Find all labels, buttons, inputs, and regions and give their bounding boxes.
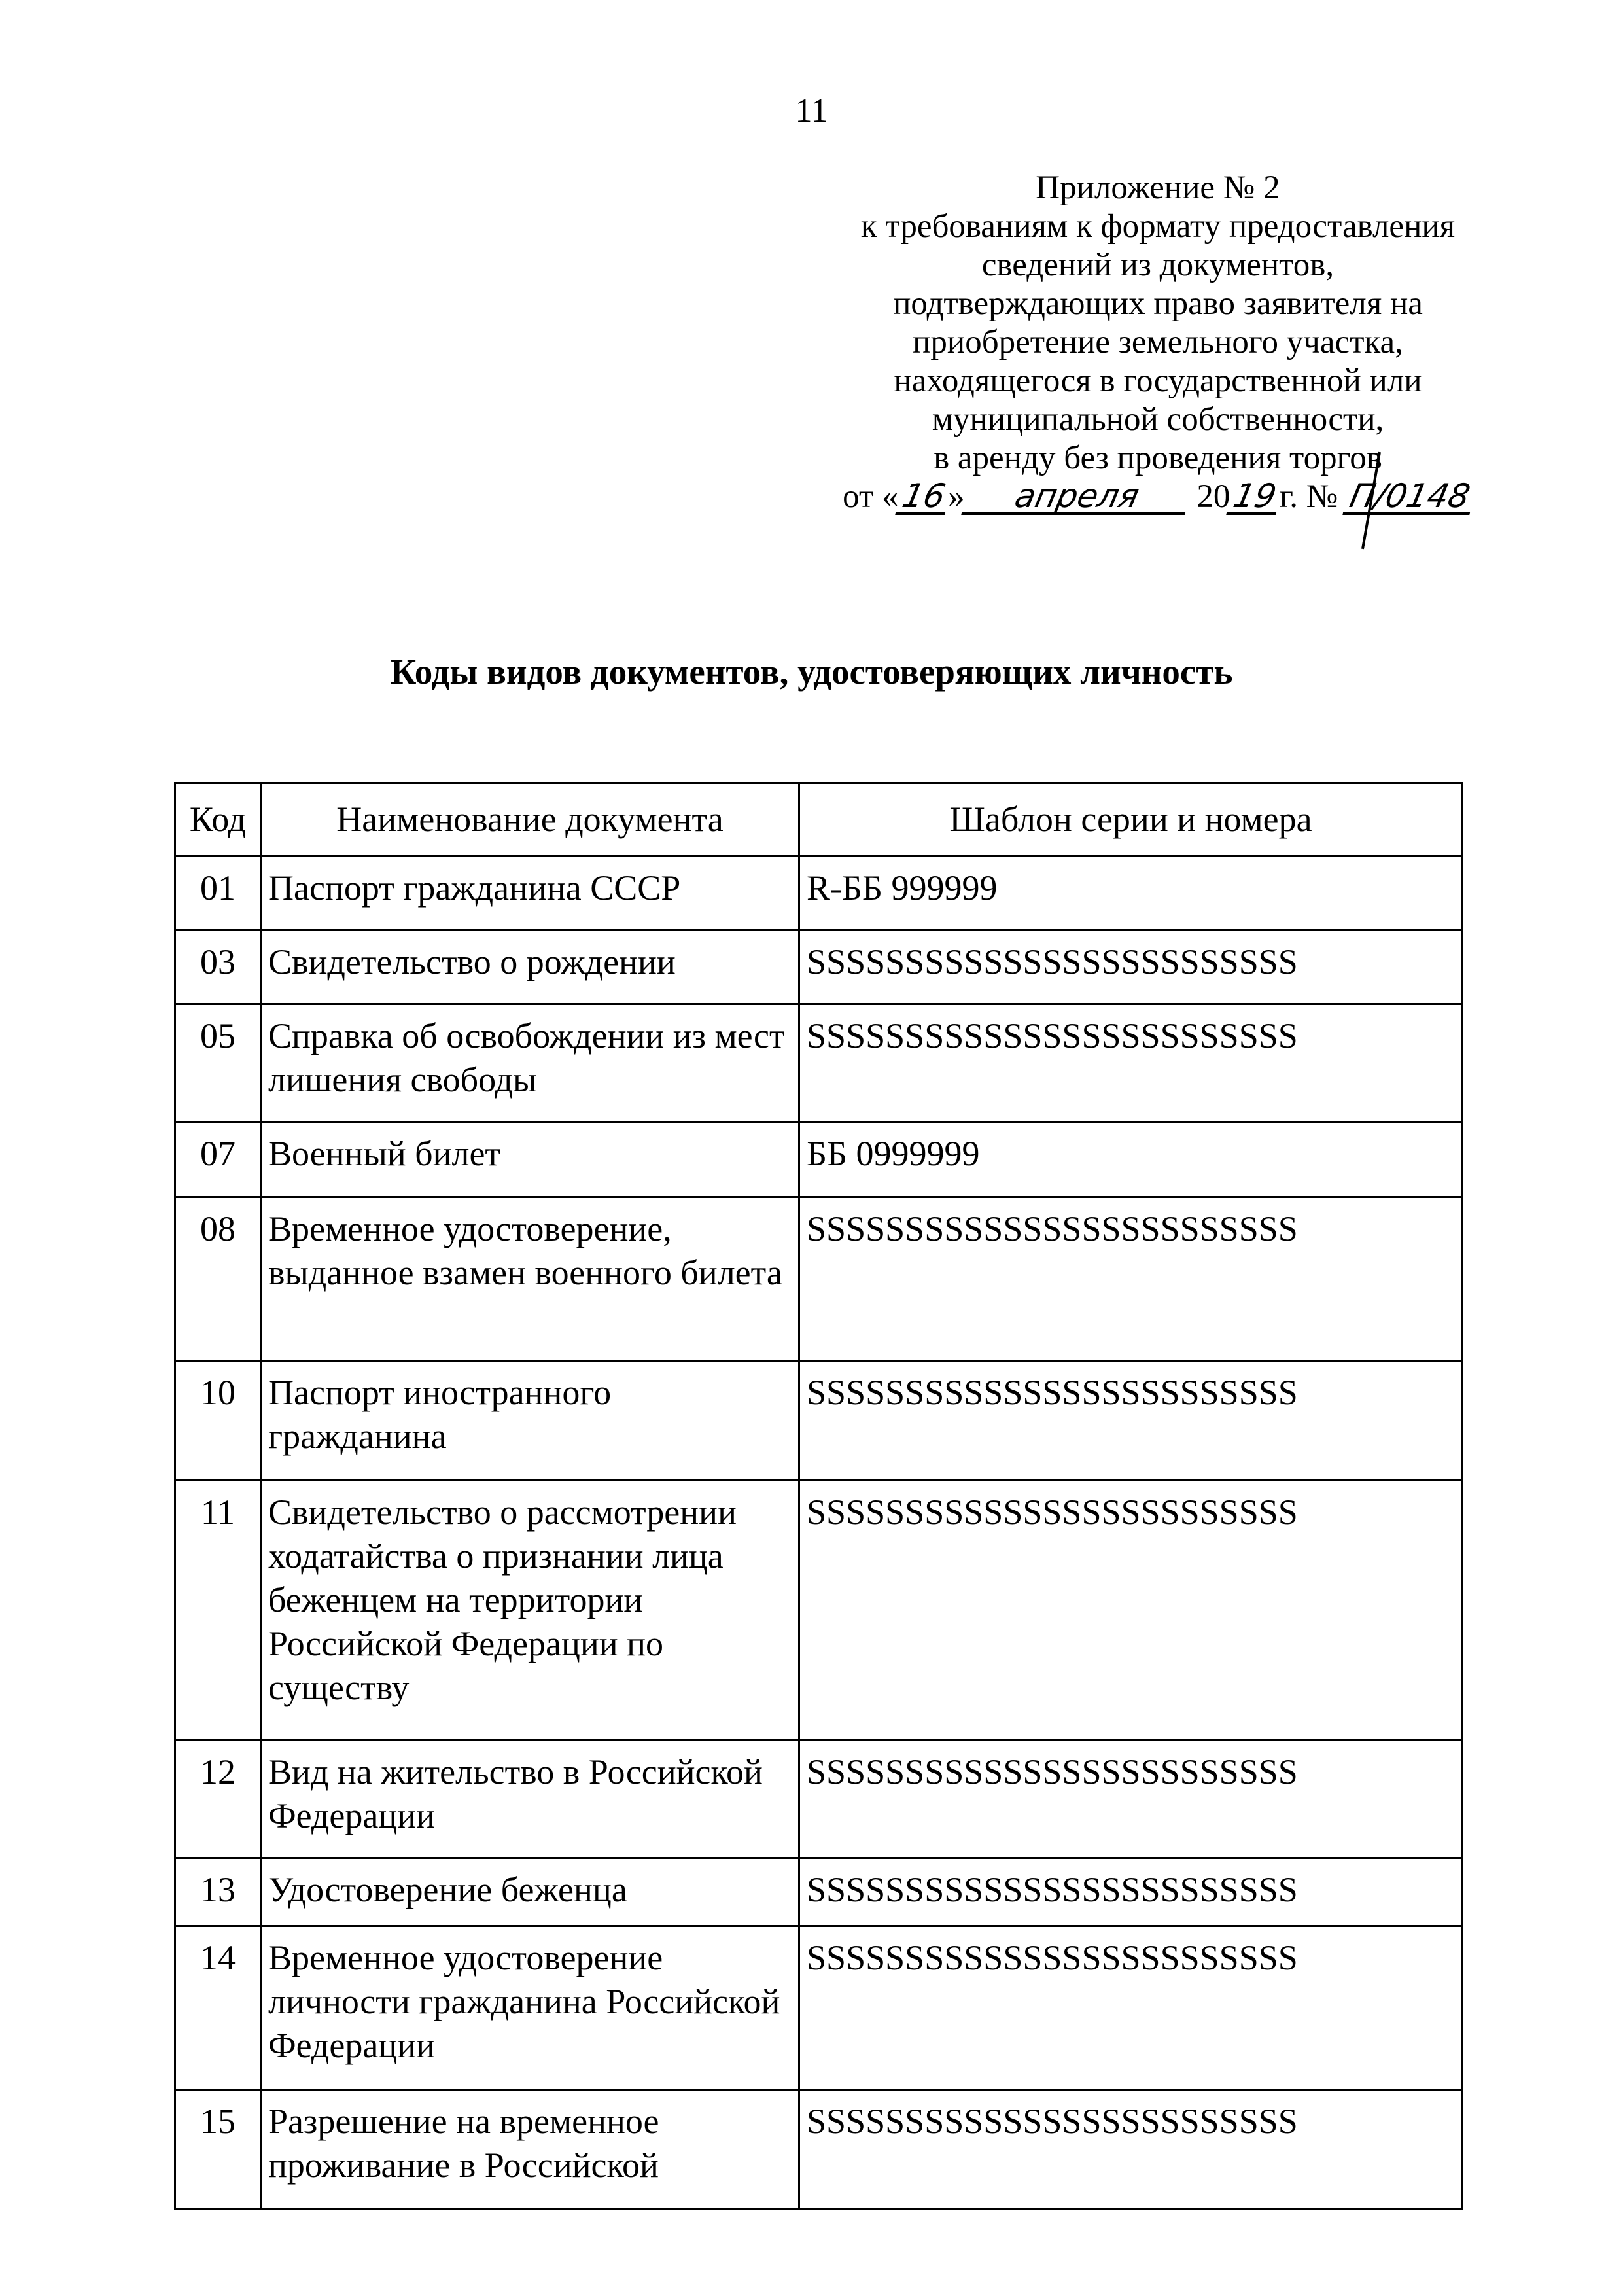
table-row <box>175 857 1463 930</box>
appendix-header <box>831 169 1485 516</box>
row-code: 11 <box>175 1481 261 1740</box>
document-title: Коды видов документов, удостоверяющих личность <box>390 652 1233 692</box>
table-row <box>175 1004 1463 1122</box>
row-code: 08 <box>175 1197 261 1361</box>
date-line <box>831 478 1485 516</box>
row-name: Разрешение на временное проживание в Российской <box>261 2090 799 2210</box>
year-prefix: 20 <box>1196 478 1230 515</box>
appendix-line: подтверждающих право заявителя на <box>893 285 1423 322</box>
date-prefix: от « <box>843 478 899 515</box>
row-code: 12 <box>175 1740 261 1858</box>
handwritten-year: 19 <box>1227 480 1283 515</box>
row-template: SSSSSSSSSSSSSSSSSSSSSSSSS <box>799 1858 1463 1926</box>
row-template: SSSSSSSSSSSSSSSSSSSSSSSSS <box>799 1004 1463 1122</box>
row-name: Удостоверение беженца <box>261 1858 799 1926</box>
handwritten-number-wrap <box>1346 478 1473 516</box>
row-code: 01 <box>175 857 261 930</box>
row-template: SSSSSSSSSSSSSSSSSSSSSSSSS <box>799 930 1463 1004</box>
row-name: Временное удостоверение личности гражданина Российской Федерации <box>261 1926 799 2090</box>
row-code: 13 <box>175 1858 261 1926</box>
row-name: Свидетельство о рассмотрении ходатайства о признании лица беженцем на территории Российской Федерации по существу <box>261 1481 799 1740</box>
table-row <box>175 2090 1463 2210</box>
appendix-line: в аренду без проведения торгов <box>934 440 1382 476</box>
document-codes-table <box>174 782 1463 2210</box>
appendix-line: находящегося в государственной или <box>894 362 1422 399</box>
header-template: Шаблон серии и номера <box>799 783 1463 857</box>
page-number: 11 <box>795 92 828 130</box>
row-template: SSSSSSSSSSSSSSSSSSSSSSSSS <box>799 2090 1463 2210</box>
row-name: Военный билет <box>261 1122 799 1197</box>
row-template: SSSSSSSSSSSSSSSSSSSSSSSSS <box>799 1361 1463 1481</box>
row-name: Временное удостоверение, выданное взамен военного билета <box>261 1197 799 1361</box>
row-template: SSSSSSSSSSSSSSSSSSSSSSSSS <box>799 1197 1463 1361</box>
handwritten-month: апреля <box>961 480 1192 515</box>
row-code: 03 <box>175 930 261 1004</box>
table-row <box>175 1197 1463 1361</box>
table-row <box>175 1926 1463 2090</box>
appendix-line: приобретение земельного участка, <box>913 324 1403 361</box>
handwritten-day: 16 <box>895 480 952 515</box>
appendix-line: муниципальной собственности, <box>932 401 1384 438</box>
row-template: SSSSSSSSSSSSSSSSSSSSSSSSS <box>799 1926 1463 2090</box>
row-name: Паспорт гражданина СССР <box>261 857 799 930</box>
table-row <box>175 1740 1463 1858</box>
row-code: 07 <box>175 1122 261 1197</box>
table-row <box>175 1858 1463 1926</box>
row-template: SSSSSSSSSSSSSSSSSSSSSSSSS <box>799 1481 1463 1740</box>
row-code: 15 <box>175 2090 261 2210</box>
row-name: Свидетельство о рождении <box>261 930 799 1004</box>
table-row <box>175 1481 1463 1740</box>
appendix-line: Приложение № 2 <box>1036 169 1280 206</box>
appendix-line: к требованиям к формату предоставления <box>860 208 1456 245</box>
row-code: 14 <box>175 1926 261 2090</box>
header-code: Код <box>175 783 261 857</box>
table-row <box>175 1122 1463 1197</box>
table-row <box>175 1361 1463 1481</box>
row-code: 05 <box>175 1004 261 1122</box>
table-header-row <box>175 783 1463 857</box>
date-mid: » <box>948 478 965 515</box>
row-name: Справка об освобождении из мест лишения свободы <box>261 1004 799 1122</box>
table-row <box>175 930 1463 1004</box>
row-template: R-ББ 999999 <box>799 857 1463 930</box>
row-code: 10 <box>175 1361 261 1481</box>
row-template: ББ 0999999 <box>799 1122 1463 1197</box>
row-template: SSSSSSSSSSSSSSSSSSSSSSSSS <box>799 1740 1463 1858</box>
handwritten-number: П/0148 <box>1342 480 1476 515</box>
header-name: Наименование документа <box>261 783 799 857</box>
row-name: Паспорт иностранного гражданина <box>261 1361 799 1481</box>
appendix-line: сведений из документов, <box>981 247 1335 283</box>
number-prefix: г. № <box>1280 478 1338 515</box>
row-name: Вид на жительство в Российской Федерации <box>261 1740 799 1858</box>
